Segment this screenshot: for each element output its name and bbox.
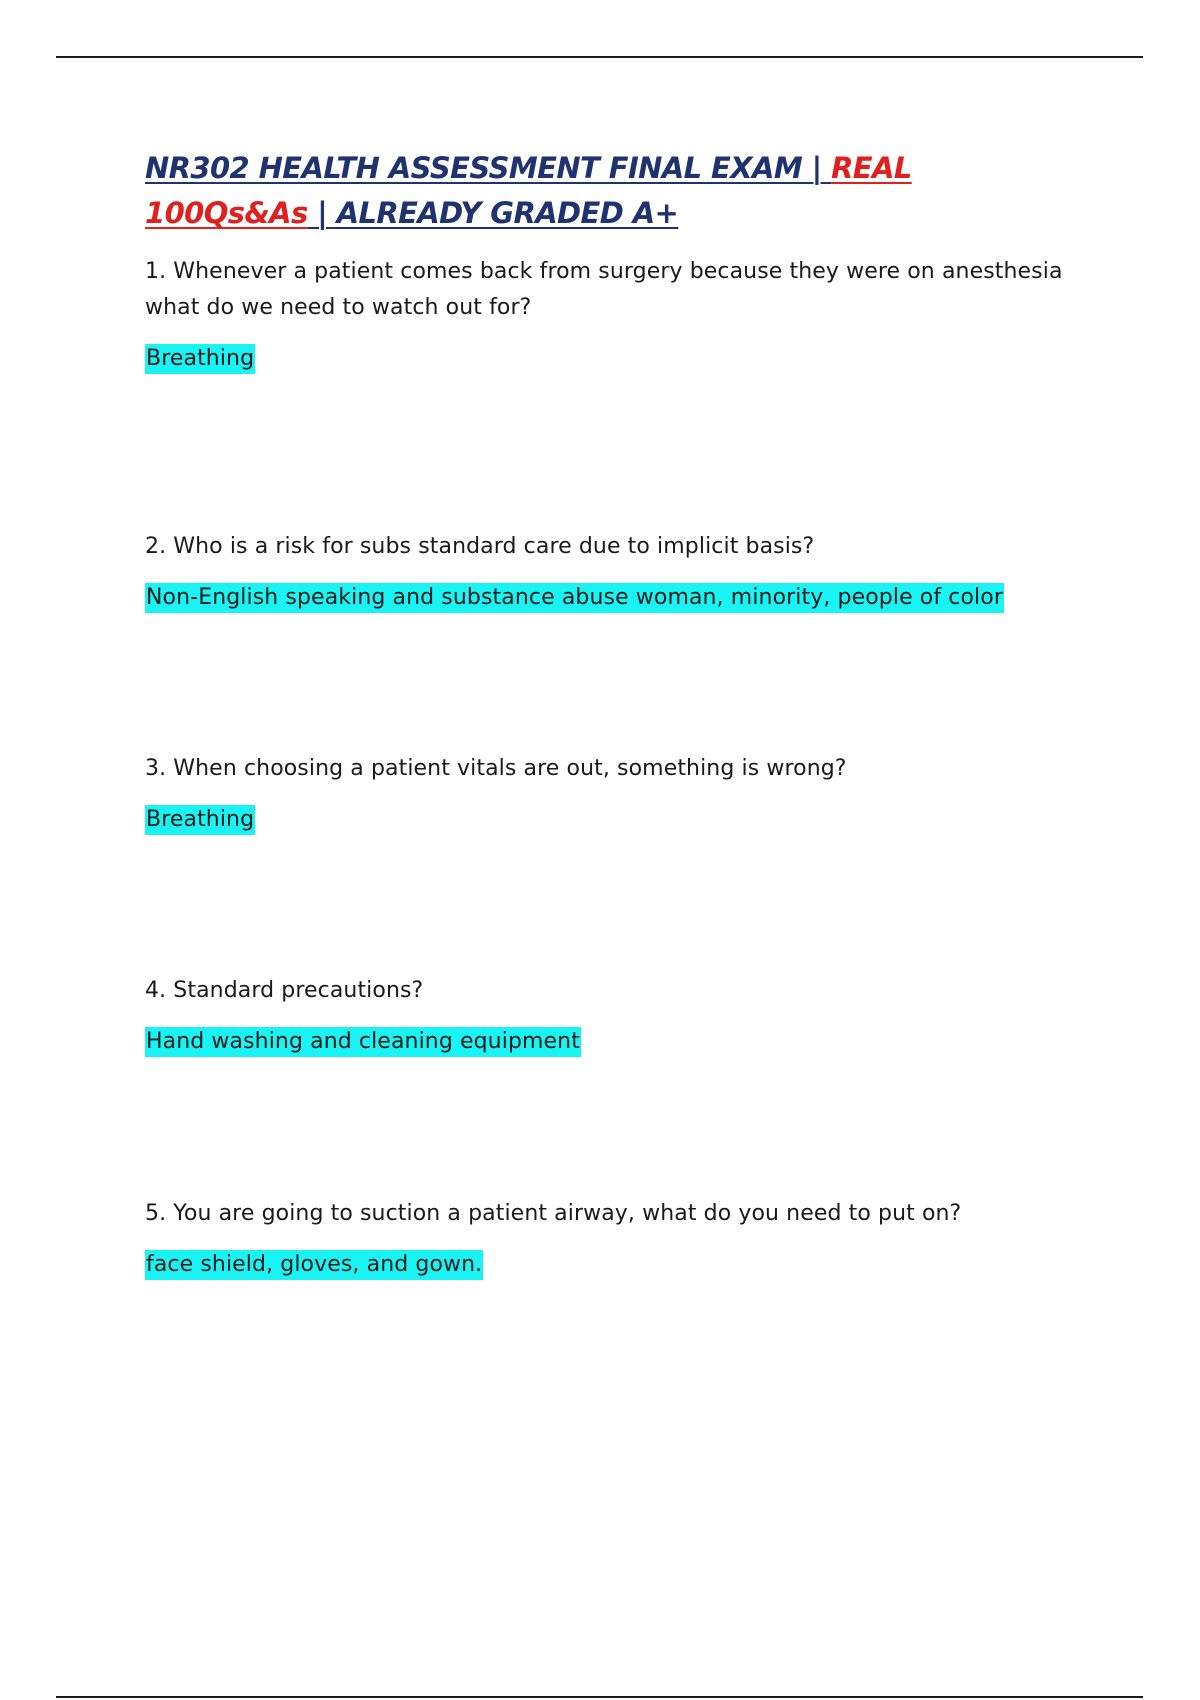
- qa-item: [145, 751, 847, 835]
- question-text: 2. Who is a risk for subs standard care due to implicit basis?: [145, 534, 815, 559]
- qa-item: [145, 1196, 961, 1280]
- answer-highlight: Non-English speaking and substance abuse woman, minority, people of color: [145, 583, 1004, 613]
- answer-highlight: face shield, gloves, and gown.: [145, 1250, 483, 1280]
- qa-item: [145, 254, 1085, 374]
- title-part-exam: NR302 HEALTH ASSESSMENT FINAL EXAM |: [145, 151, 832, 185]
- document-title: [145, 146, 1085, 236]
- qa-item: [145, 973, 581, 1057]
- answer-highlight: Hand washing and cleaning equipment: [145, 1027, 581, 1057]
- footer-rule: [56, 1696, 1143, 1698]
- answer-highlight: Breathing: [145, 344, 255, 374]
- title-part-real: REAL: [831, 151, 912, 185]
- document-content: [145, 146, 1085, 1277]
- title-part-graded: | ALREADY GRADED A+: [307, 196, 679, 230]
- question-text: 4. Standard precautions?: [145, 978, 424, 1003]
- question-text: 1. Whenever a patient comes back from surgery because they were on anesthesia what do we need to watch out for?: [145, 259, 1063, 320]
- answer-highlight: Breathing: [145, 805, 255, 835]
- question-text: 5. You are going to suction a patient airway, what do you need to put on?: [145, 1201, 962, 1226]
- qa-item: [145, 529, 1004, 613]
- question-text: 3. When choosing a patient vitals are out, something is wrong?: [145, 756, 847, 781]
- header-rule: [56, 56, 1143, 58]
- title-part-count: 100Qs&As: [145, 196, 308, 230]
